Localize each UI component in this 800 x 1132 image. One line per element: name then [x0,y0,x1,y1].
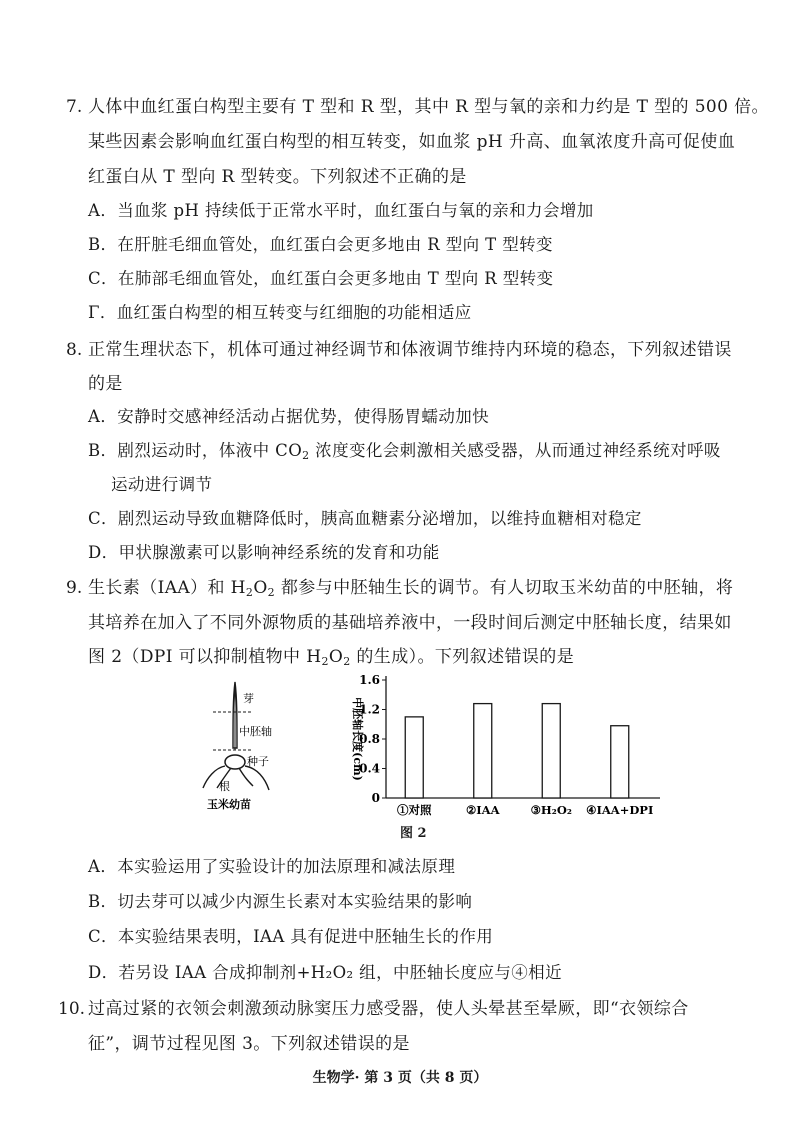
y-tick-label: 0 [371,791,380,805]
maize-seedling-diagram [195,678,305,818]
bar [405,717,423,798]
mesocotyl-length-chart [340,670,670,820]
option-c: C．剧烈运动导致血糖降低时，胰高血糖素分泌增加，以维持血糖相对稳定 [88,509,642,528]
question-stem-line: 过高过紧的衣领会刺激颈动脉窦压力感受器，使人头晕甚至晕厥，即“衣领综合 [88,999,689,1019]
question-stem-line: 其培养在加入了不同外源物质的基础培养液中，一段时间后测定中胚轴长度，结果如 [88,613,732,633]
y-axis-label: 中胚轴长度(cm) [351,697,364,781]
page-footer: 生物学· 第 3 页（共 8 页） [312,1070,488,1086]
option-a: A．当血浆 pH 持续低于正常水平时，血红蛋白与氧的亲和力会增加 [88,201,594,220]
label-mesocotyl: 中胚轴 [239,725,272,738]
question-stem-line: 红蛋白从 T 型向 R 型转变。下列叙述不正确的是 [88,167,467,187]
y-tick-label: 0.8 [359,732,380,746]
option-a: A．安静时交感神经活动占据优势，使得肠胃蠕动加快 [88,407,490,426]
label-seed: 种子 [247,755,269,768]
question-stem-line: 征”，调节过程见图 3。下列叙述错误的是 [88,1034,410,1054]
bar [611,726,629,798]
question-stem-line: 某些因素会影响血红蛋白构型的相互转变，如血浆 pH 升高、血氧浓度升高可促使血 [88,132,736,152]
x-tick-label: ④IAA+DPI [586,803,654,817]
x-tick-label: ②IAA [465,803,500,817]
question-number: 9. [66,578,83,598]
question-stem-line: 人体中血红蛋白构型主要有 T 型和 R 型，其中 R 型与氧的亲和力约是 T 型的 500 倍。 [88,97,769,117]
y-tick-label: 1.2 [359,702,380,717]
question-stem-line: 正常生理状态下，机体可通过神经调节和体液调节维持内环境的稳态，下列叙述错误 [88,340,732,360]
option-d: Γ．血红蛋白构型的相互转变与红细胞的功能相适应 [88,303,472,322]
question-number: 8. [66,340,83,360]
figure-caption: 图 2 [400,826,427,841]
question-number: 10. [58,999,86,1019]
option-d: D．若另设 IAA 合成抑制剂+H₂O₂ 组，中胚轴长度应与④相近 [88,963,562,982]
y-tick-label: 0.4 [359,761,380,776]
question-stem-line: 图 2（DPI 可以抑制植物中 $H_2O_2$ 的生成）。下列叙述错误的是 [88,647,575,668]
option-d: D．甲状腺激素可以影响神经系统的发育和功能 [88,543,440,562]
question-stem-line: 生长素（IAA）和 $H_2O_2$ 都参与中胚轴生长的调节。有人切取玉米幼苗的中胚轴，将 [88,578,734,599]
seedling-caption: 玉米幼苗 [207,798,251,811]
bar [542,704,560,798]
question-number: 7. [66,97,83,117]
x-tick-label: ③H₂O₂ [530,803,572,817]
seed [225,755,245,769]
option-b: B．切去芽可以减少内源生长素对本实验结果的影响 [88,892,473,911]
option-b: B．剧烈运动时，体液中 $CO_2$ 浓度变化会刺激相关感受器，从而通过神经系统对呼吸 [88,441,721,462]
option-c: C．在肺部毛细血管处，血红蛋白会更多地由 T 型向 R 型转变 [88,269,554,288]
option-a: A．本实验运用了实验设计的加法原理和减法原理 [88,857,456,876]
option-b-continued: 运动进行调节 [111,475,213,494]
option-b: B．在肝脏毛细血管处，血红蛋白会更多地由 R 型向 T 型转变 [88,235,553,254]
bar [474,704,492,798]
option-c: C．本实验结果表明，IAA 具有促进中胚轴生长的作用 [88,927,494,946]
question-stem-line: 的是 [88,374,123,394]
label-root: 根 [219,780,230,793]
y-tick-label: 1.6 [359,673,380,687]
x-tick-label: ①对照 [397,803,432,817]
label-bud: 芽 [243,692,254,705]
